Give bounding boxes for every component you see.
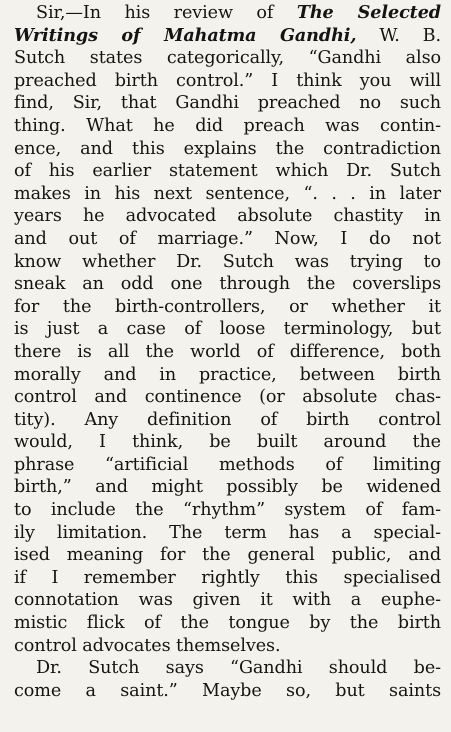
book-title-part: Writings of Mahatma Gandhi, <box>14 24 357 46</box>
letter-line: birth,” and might possibly be widened <box>14 477 441 498</box>
letter-line: connotation was given it with a euphe- <box>14 590 441 611</box>
letter-line: Sutch states categorically, “Gandhi also <box>14 48 441 69</box>
letter-line: would, I think, be built around the <box>14 432 441 453</box>
letter-line: of his earlier statement which Dr. Sutch <box>14 161 441 182</box>
book-title-part: The Selected <box>296 2 441 23</box>
letter-line: control advocates themselves. <box>14 635 281 656</box>
letter-line: know whether Dr. Sutch was trying to <box>14 251 441 272</box>
letter-line: morally and in practice, between birth <box>14 364 441 385</box>
letter-line: Dr. Sutch says “Gandhi should be- <box>36 658 441 679</box>
letter-line: control and continence (or absolute chas- <box>14 387 441 408</box>
line-text: W. B. <box>356 25 441 46</box>
letter-line: is just a case of loose terminology, but <box>14 319 441 340</box>
letter-line: ised meaning for the general public, and <box>14 545 441 566</box>
letter-line: tity). Any definition of birth control <box>14 409 441 430</box>
letter-line: ence, and this explains the contradiction <box>14 138 441 159</box>
letter-line: sneak an odd one through the coverslips <box>14 274 441 295</box>
letter-line <box>14 2 441 25</box>
letter-line: come a saint.” Maybe so, but saints <box>14 680 441 701</box>
letter-line <box>14 25 441 48</box>
letter-line: for the birth-controllers, or whether it <box>14 296 441 317</box>
letter-line: there is all the world of difference, both <box>14 341 441 362</box>
line-text: Sir,—In his review of <box>36 3 297 23</box>
letter-line: preached birth control.” I think you will <box>14 70 441 91</box>
letter-line: years he advocated absolute chastity in <box>14 206 441 227</box>
letter-line: ily limitation. The term has a special- <box>14 522 441 543</box>
letter-line: and out of marriage.” Now, I do not <box>14 228 441 249</box>
letter-line: to include the “rhythm” system of fam- <box>14 500 441 521</box>
letter-line: makes in his next sentence, “. . . in later <box>14 183 441 204</box>
letter-line: if I remember rightly this specialised <box>14 567 441 588</box>
letter-line: phrase “artificial methods of limiting <box>14 454 441 475</box>
letter-line: thing. What he did preach was contin- <box>14 115 441 136</box>
letter-line: mistic flick of the tongue by the birth <box>14 613 441 634</box>
letter-line: find, Sir, that Gandhi preached no such <box>14 93 441 114</box>
